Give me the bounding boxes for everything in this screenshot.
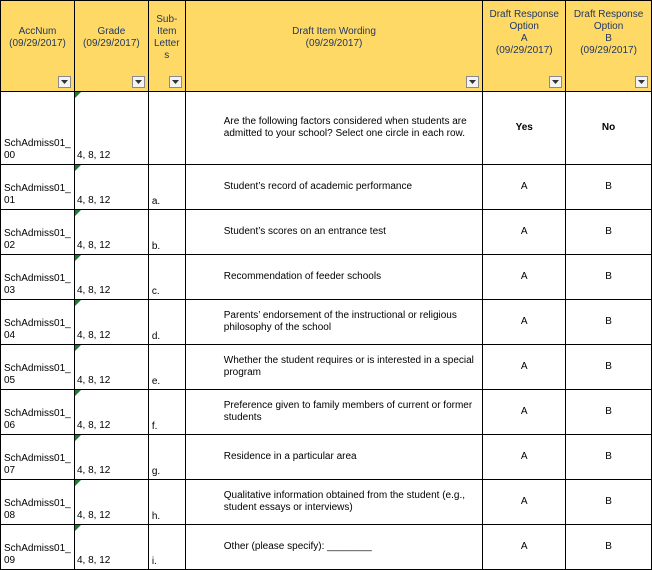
grade-cell[interactable] [74,300,148,345]
dropdown-arrow-icon [61,80,68,84]
option-a-cell[interactable] [483,92,566,165]
grade-cell[interactable] [74,165,148,210]
option-b-cell[interactable] [566,525,652,570]
comment-indicator-icon [75,300,81,306]
accnum-cell[interactable] [1,255,75,300]
table-row [1,390,652,435]
option-b-cell[interactable] [566,300,652,345]
subitem-cell-text: a. [151,196,161,207]
subitem-cell[interactable] [148,435,185,480]
accnum-cell[interactable] [1,210,75,255]
subitem-cell[interactable] [148,525,185,570]
option-b-cell[interactable] [566,390,652,435]
wording-cell-text: Parents’ endorsement of the instructional or religious philosophy of the school [223,310,457,333]
grade-cell-text: 4, 8, 12 [76,240,111,251]
option-a-cell-text: A [520,541,528,552]
option-a-cell[interactable] [483,345,566,390]
wording-cell[interactable] [185,345,483,390]
table-row [1,435,652,480]
header-grade-label: Grade (09/29/2017) [83,26,140,49]
option-a-cell[interactable] [483,255,566,300]
option-a-cell[interactable] [483,525,566,570]
accnum-cell[interactable] [1,435,75,480]
option-b-cell[interactable] [566,345,652,390]
accnum-cell[interactable] [1,92,75,165]
grade-cell-text: 4, 8, 12 [76,150,111,161]
option-a-cell-text: A [520,181,528,192]
option-b-cell-text: B [605,451,612,462]
comment-indicator-icon [75,525,81,531]
option-a-cell[interactable] [483,390,566,435]
header-option-b [566,1,652,92]
header-wording [185,1,483,92]
accnum-cell-text: SchAdmiss01_ 04 [4,318,71,341]
accnum-cell-text: SchAdmiss01_ 06 [4,408,71,431]
subitem-cell-text: g. [151,466,161,477]
accnum-cell[interactable] [1,165,75,210]
subitem-cell-text: e. [151,376,161,387]
grade-cell[interactable] [74,435,148,480]
wording-cell-text: Student’s record of academic performance [223,181,413,192]
option-b-cell-text: B [605,541,612,552]
option-b-cell-text: No [601,122,616,133]
wording-cell-text: Preference given to family members of current or former students [223,400,473,423]
table-row [1,165,652,210]
dropdown-arrow-icon [135,80,142,84]
grade-cell[interactable] [74,92,148,165]
header-wording-label: Draft Item Wording (09/29/2017) [292,26,376,49]
header-option-a [483,1,566,92]
subitem-cell-text: f. [151,421,158,432]
subitem-cell[interactable] [148,210,185,255]
subitem-cell[interactable] [148,345,185,390]
grade-cell-text: 4, 8, 12 [76,195,111,206]
subitem-cell[interactable] [148,390,185,435]
table-row [1,525,652,570]
header-accnum-label: AccNum (09/29/2017) [9,26,66,49]
grade-cell[interactable] [74,390,148,435]
subitem-cell-text: d. [151,331,161,342]
accnum-cell[interactable] [1,300,75,345]
filter-dropdown-button[interactable] [169,76,182,88]
subitem-cell[interactable] [148,480,185,525]
wording-cell[interactable] [185,92,483,165]
wording-cell-text: Recommendation of feeder schools [223,271,382,282]
option-a-cell-text: A [520,406,528,417]
option-a-cell-text: A [520,361,528,372]
filter-dropdown-button[interactable] [466,76,479,88]
accnum-cell[interactable] [1,345,75,390]
wording-cell[interactable] [185,390,483,435]
comment-indicator-icon [75,255,81,261]
dropdown-arrow-icon [172,80,179,84]
header-row [1,1,652,92]
option-b-cell[interactable] [566,435,652,480]
header-option-b-label: Draft Response Option B (09/29/2017) [573,9,644,56]
grade-cell-text: 4, 8, 12 [76,420,111,431]
accnum-cell-text: SchAdmiss01_ 07 [4,453,71,476]
option-a-cell[interactable] [483,165,566,210]
accnum-cell[interactable] [1,390,75,435]
wording-cell[interactable] [185,165,483,210]
grade-cell-text: 4, 8, 12 [76,465,111,476]
comment-indicator-icon [75,480,81,486]
subitem-cell[interactable] [148,255,185,300]
filter-dropdown-button[interactable] [132,76,145,88]
table-row [1,92,652,165]
option-b-cell[interactable] [566,480,652,525]
grade-cell-text: 4, 8, 12 [76,285,111,296]
header-option-a-label: Draft Response Option A (09/29/2017) [489,9,559,56]
accnum-cell-text: SchAdmiss01_ 08 [4,498,71,521]
subitem-cell-text: c. [151,286,160,297]
option-b-cell-text: B [605,271,612,282]
option-a-cell[interactable] [483,480,566,525]
wording-cell[interactable] [185,210,483,255]
accnum-cell-text: SchAdmiss01_ 02 [4,228,71,251]
option-a-cell[interactable] [483,210,566,255]
option-b-cell-text: B [605,496,612,507]
accnum-cell-text: SchAdmiss01_ 05 [4,363,71,386]
grade-cell[interactable] [74,345,148,390]
filter-dropdown-button[interactable] [58,76,71,88]
comment-indicator-icon [75,345,81,351]
wording-cell-text: Qualitative information obtained from the student (e.g., student essays or interviews) [223,490,466,513]
comment-indicator-icon [75,210,81,216]
option-a-cell-text: Yes [515,122,533,133]
comment-indicator-icon [75,165,81,171]
accnum-cell[interactable] [1,480,75,525]
filter-dropdown-button[interactable] [549,76,562,88]
subitem-cell-text: i. [151,556,157,567]
table-row [1,345,652,390]
dropdown-arrow-icon [552,80,559,84]
accnum-cell-text: SchAdmiss01_ 03 [4,273,71,296]
option-a-cell-text: A [520,226,528,237]
accnum-cell-text: SchAdmiss01_ 09 [4,543,71,566]
wording-cell-text: Whether the student requires or is interested in a special program [223,355,474,378]
comment-indicator-icon [75,435,81,441]
wording-cell[interactable] [185,255,483,300]
comment-indicator-icon [75,92,81,98]
wording-cell-text: Are the following factors considered when students are admitted to your school? Select one circle in each row. [223,116,467,139]
subitem-cell[interactable] [148,165,185,210]
grade-cell-text: 4, 8, 12 [76,330,111,341]
grade-cell-text: 4, 8, 12 [76,510,111,521]
table-row [1,255,652,300]
subitem-cell[interactable] [148,92,185,165]
table-row [1,480,652,525]
option-a-cell-text: A [520,316,528,327]
header-accnum [1,1,75,92]
table-row [1,210,652,255]
option-b-cell[interactable] [566,255,652,300]
wording-cell-text: Residence in a particular area [223,451,357,462]
header-grade [74,1,148,92]
wording-cell[interactable] [185,435,483,480]
grade-cell[interactable] [74,525,148,570]
accnum-cell-text: SchAdmiss01_ 01 [4,183,71,206]
dropdown-arrow-icon [638,80,645,84]
wording-cell-text: Student’s scores on an entrance test [223,226,386,237]
wording-cell[interactable] [185,480,483,525]
subitem-cell-text: h. [151,511,161,522]
option-a-cell[interactable] [483,300,566,345]
grade-cell[interactable] [74,210,148,255]
header-subitem-label: Sub- Item Letter s [154,14,180,61]
option-b-cell-text: B [605,316,612,327]
option-b-cell[interactable] [566,92,652,165]
subitem-cell-text: b. [151,241,161,252]
option-b-cell[interactable] [566,165,652,210]
comment-indicator-icon [75,390,81,396]
option-a-cell-text: A [520,271,528,282]
accnum-cell[interactable] [1,525,75,570]
grade-cell-text: 4, 8, 12 [76,555,111,566]
filter-dropdown-button[interactable] [635,76,648,88]
wording-cell[interactable] [185,525,483,570]
option-b-cell-text: B [605,226,612,237]
grade-cell-text: 4, 8, 12 [76,375,111,386]
grade-cell[interactable] [74,480,148,525]
option-b-cell-text: B [605,181,612,192]
option-b-cell-text: B [605,361,612,372]
accnum-cell-text: SchAdmiss01_ 00 [4,138,71,161]
option-a-cell-text: A [520,451,528,462]
dropdown-arrow-icon [469,80,476,84]
grade-cell[interactable] [74,255,148,300]
option-a-cell[interactable] [483,435,566,480]
option-a-cell-text: A [520,496,528,507]
wording-cell-text: Other (please specify): ________ [223,541,372,552]
header-subitem [148,1,185,92]
option-b-cell[interactable] [566,210,652,255]
wording-cell[interactable] [185,300,483,345]
option-b-cell-text: B [605,406,612,417]
table-row [1,300,652,345]
subitem-cell[interactable] [148,300,185,345]
